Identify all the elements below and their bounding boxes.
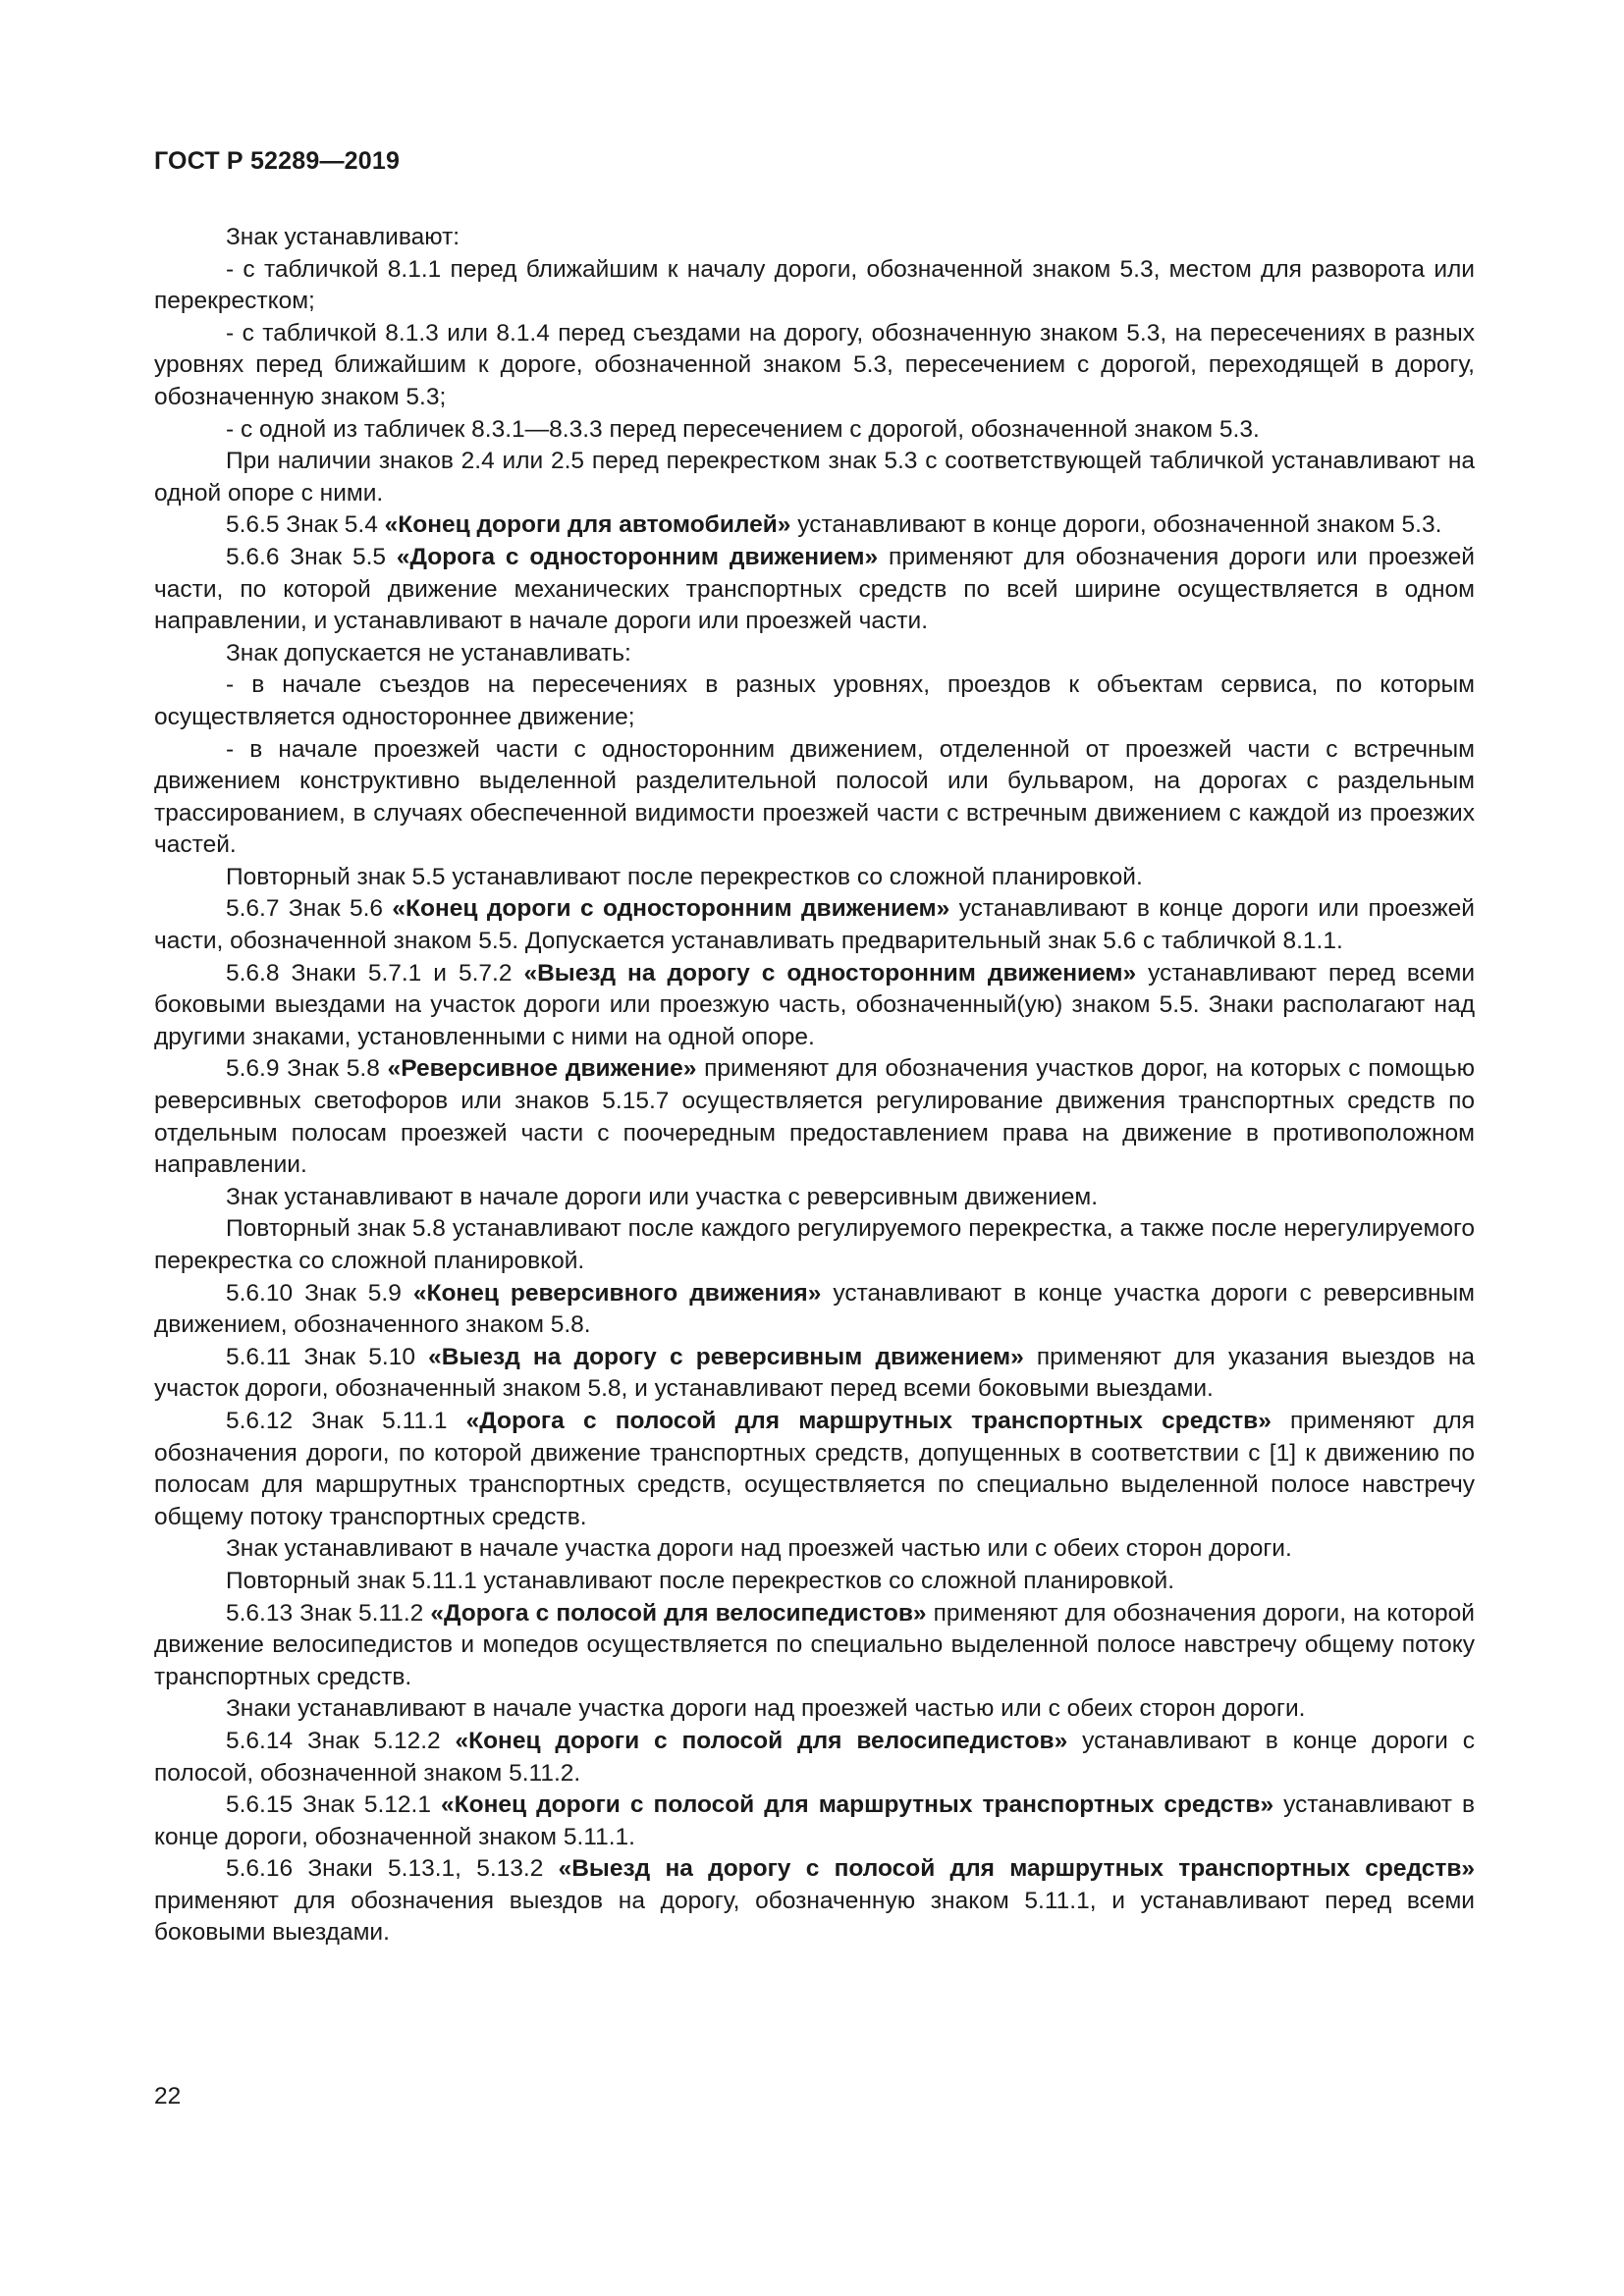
paragraph: 5.6.14 Знак 5.12.2 «Конец дороги с полосой для велосипедистов» устанавливают в конце дороги с полосой, обозначенной знаком 5.11.2. — [154, 1727, 1475, 1787]
paragraph: 5.6.12 Знак 5.11.1 «Дорога с полосой для маршрутных транспортных средств» применяют для обозначения дороги, по которой движение транспортных средств, допущенных в соответствии с [1] к движению по полосам для маршрутных транспортных средств, осуществляется по специально выделенной полосе навстречу общему потоку транспортных средств. — [154, 1407, 1475, 1530]
paragraph: 5.6.9 Знак 5.8 «Реверсивное движение» применяют для обозначения участков дорог, на которых с помощью реверсивных светофоров или знаков 5.15.7 осуществляется регулирование движения транспортных средств по отдельным полосам проезжей части с поочередным предоставлением права на движение в противоположном направлении. — [154, 1055, 1475, 1179]
paragraph: Знак устанавливают: — [226, 224, 460, 250]
paragraph: Повторный знак 5.5 устанавливают после перекрестков со сложной планировкой. — [226, 863, 1143, 890]
paragraph: Знак устанавливают в начале участка дороги над проезжей частью или с обеих сторон дороги. — [226, 1535, 1292, 1563]
paragraph: Знаки устанавливают в начале участка дороги над проезжей частью или с обеих сторон дороги. — [226, 1695, 1306, 1723]
paragraph: - в начале съездов на пересечениях в разных уровнях, проездов к объектам сервиса, по которым осуществляется одностороннее движение; — [154, 671, 1475, 730]
paragraph: При наличии знаков 2.4 или 2.5 перед перекрестком знак 5.3 с соответствующей табличкой устанавливают на одной опоре с ними. — [154, 448, 1475, 507]
paragraph: Повторный знак 5.8 устанавливают после каждого регулируемого перекрестка, а также после нерегулируемого перекрестка со сложной планировкой. — [154, 1215, 1475, 1274]
paragraph: 5.6.16 Знаки 5.13.1, 5.13.2 «Выезд на дорогу с полосой для маршрутных транспортных средств» применяют для обозначения выездов на дорогу, обозначенную знаком 5.11.1, и устанавливают перед всеми боковыми выездами. — [154, 1855, 1476, 1947]
paragraph: Повторный знак 5.11.1 устанавливают после перекрестков со сложной планировкой. — [226, 1567, 1175, 1594]
paragraph: - с одной из табличек 8.3.1—8.3.3 перед пересечением с дорогой, обозначенной знаком 5.3. — [226, 415, 1260, 443]
page-number: 22 — [154, 2083, 182, 2109]
paragraph: - в начале проезжей части с односторонним движением, отделенной от проезжей части с встречным движением конструктивно выделенной разделительной полосой или бульваром, на дорогах с раздельным трассированием, в случаях обеспеченной видимости проезжей части с встречным движением с каждой из проезжих частей. — [154, 735, 1475, 859]
paragraph: 5.6.15 Знак 5.12.1 «Конец дороги с полосой для маршрутных транспортных средств» устанавливают в конце дороги, обозначенной знаком 5.11.1. — [154, 1791, 1475, 1850]
document-body — [154, 222, 1475, 1949]
paragraph: 5.6.13 Знак 5.11.2 «Дорога с полосой для велосипедистов» применяют для обозначения дороги, на которой движение велосипедистов и мопедов осуществляется по специально выделенной полосе навстречу общему потоку транспортных средств. — [154, 1599, 1475, 1690]
paragraph: Знак устанавливают в начале дороги или участка с реверсивным движением. — [226, 1183, 1099, 1210]
paragraph: - с табличкой 8.1.3 или 8.1.4 перед съездами на дорогу, обозначенную знаком 5.3, на пересечениях в разных уровнях перед ближайшим к дороге, обозначенной знаком 5.3, пересечением с дорогой, переходящей в дорогу, обозначенную знаком 5.3; — [154, 319, 1475, 410]
paragraph: 5.6.10 Знак 5.9 «Конец реверсивного движения» устанавливают в конце участка дороги с реверсивным движением, обозначенного знаком 5.8. — [154, 1279, 1475, 1339]
paragraph: 5.6.5 Знак 5.4 «Конец дороги для автомобилей» устанавливают в конце дороги, обозначенной знаком 5.3. — [226, 511, 1442, 539]
paragraph: 5.6.6 Знак 5.5 «Дорога с односторонним движением» применяют для обозначения дороги или проезжей части, по которой движение механических транспортных средств по всей ширине осуществляется в одном направлении, и устанавливают в начале дороги или проезжей части. — [154, 543, 1475, 635]
paragraph: - с табличкой 8.1.1 перед ближайшим к началу дороги, обозначенной знаком 5.3, местом для разворота или перекрестком; — [154, 255, 1475, 315]
document-header: ГОСТ Р 52289—2019 — [154, 147, 401, 175]
paragraph: 5.6.11 Знак 5.10 «Выезд на дорогу с реверсивным движением» применяют для указания выездов на участок дороги, обозначенный знаком 5.8, и устанавливают перед всеми боковыми выездами. — [154, 1343, 1476, 1403]
paragraph: 5.6.8 Знаки 5.7.1 и 5.7.2 «Выезд на дорогу с односторонним движением» устанавливают перед всеми боковыми выездами на участок дороги или проезжую часть, обозначенный(ую) знаком 5.5. Знаки располагают над другими знаками, установленными с ними на одной опоре. — [154, 959, 1475, 1050]
paragraph: Знак допускается не устанавливать: — [226, 639, 631, 667]
paragraph: 5.6.7 Знак 5.6 «Конец дороги с односторонним движением» устанавливают в конце дороги или проезжей части, обозначенной знаком 5.5. Допускается устанавливать предварительный знак 5.6 с табличкой 8.1.1. — [154, 895, 1475, 955]
